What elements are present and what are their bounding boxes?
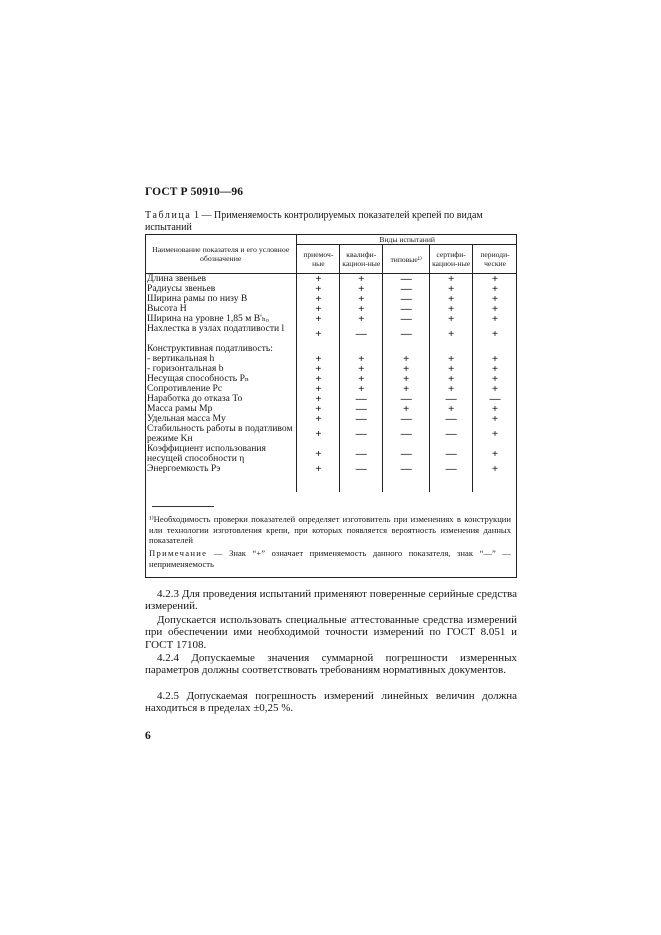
row-value: + [297,364,340,374]
row-value: + [383,374,430,384]
row-value: + [473,404,517,414]
row-value: + [473,414,517,424]
row-value: — [340,424,383,444]
table-body [145,274,517,493]
row-value: + [297,274,340,285]
row-label: Стабильность работы в податливом режиме Kн [147,423,293,444]
row-value: + [340,294,383,304]
row-value: — [430,394,473,404]
row-value: + [297,374,340,384]
row-label: Длина звеньев [147,273,207,284]
paragraph-allowance: Допускается использовать специальные аттестованные средства измерений при обеспечении ими необходимой точности измерений по ГОСТ 8.051 и ГОСТ 17108. [145,614,517,651]
paragraph-4-2-5: 4.2.5 Допускаемая погрешность измерений линейных величин должна находиться в пределах ±0,25 %. [145,690,517,715]
row-value: + [473,324,517,344]
row-value: + [297,384,340,394]
row-value: + [297,294,340,304]
row-value: + [473,374,517,384]
row-value: — [383,304,430,314]
column-group-header: Виды испытаний [297,235,517,245]
row-value: + [473,284,517,294]
row-value: + [340,384,383,394]
row-value: — [430,464,473,474]
row-value: + [473,314,517,324]
row-value: — [383,464,430,474]
row-value: + [430,374,473,384]
row-value: + [430,354,473,364]
row-value: + [383,364,430,374]
row-value: — [383,424,430,444]
column-header-name: Наименование показателя и его условное обозначение [145,235,297,274]
spacer-cell [297,474,340,492]
row-value: — [430,444,473,464]
table-row [145,294,517,304]
row-value: + [297,464,340,474]
row-value: + [383,404,430,414]
note-text: — Знак “+” означает применяемость данного показателя, знак “—” — неприменяемость [149,548,511,569]
row-value: + [430,284,473,294]
spacer-cell [473,474,517,492]
row-label: Несущая способность Pₙ [147,373,250,384]
row-value: + [430,304,473,314]
caption-text: 1 — Применяемость контролируемых показателей крепей по видам испытаний [145,210,483,233]
table-row [145,464,517,474]
table-spacer [145,474,517,492]
row-value: + [340,354,383,364]
row-value: — [383,274,430,285]
row-value: + [383,384,430,394]
row-value: + [340,314,383,324]
row-value: — [430,414,473,424]
row-value: + [297,424,340,444]
row-value: + [473,304,517,314]
row-value: + [297,414,340,424]
row-value: + [383,354,430,364]
row-value: + [473,444,517,464]
row-label: Ширина на уровне 1,85 м B'ₕₒ [147,313,269,324]
row-value: + [473,294,517,304]
row-label: Нахлестка в узлах податливости l [147,323,285,334]
row-value: + [430,364,473,374]
table-caption [145,210,525,234]
row-value: — [383,414,430,424]
row-value: + [430,294,473,304]
row-value: — [340,444,383,464]
row-label: - горизонтальная b [147,363,224,374]
paragraph-4-2-4: 4.2.4 Допускаемые значения суммарной погрешности измеренных параметров должны соответствовать требованиям нормативных документов. [145,652,517,677]
row-label: Сопротивление Pc [147,383,223,394]
row-value: + [297,444,340,464]
row-value: — [383,394,430,404]
row-value: — [340,404,383,414]
row-value: + [473,364,517,374]
row-value: + [430,404,473,414]
row-value: — [383,444,430,464]
row-value: + [340,274,383,285]
caption-label: Таблица [145,210,192,221]
table-row [145,324,517,344]
spacer-cell [145,474,297,492]
row-label: Масса рамы Mp [147,403,213,414]
table-note [149,548,511,569]
row-label: Наработка до отказа To [147,393,243,404]
row-value: + [340,304,383,314]
row-value: — [473,394,517,404]
row-value: + [473,424,517,444]
row-value: — [340,464,383,474]
row-value: — [383,294,430,304]
document-header: ГОСТ Р 50910—96 [145,186,244,198]
table-row [145,424,517,444]
column-header-certification: сертифи-кацион-ные [430,245,473,274]
row-label: Радиусы звеньев [147,283,216,294]
row-value: + [297,314,340,324]
row-label: Коэффициент использования несущей способности η [147,443,266,464]
row-value: + [297,394,340,404]
row-label: Высота H [147,303,187,314]
row-value: — [340,414,383,424]
spacer-cell [430,474,473,492]
row-value: — [430,424,473,444]
column-header-periodic: периоди-ческие [473,245,517,274]
table-footnote: ¹⁾Необходимость проверки показателей определяет изготовитель при изменениях в конструкции или технологии изготовления крепи, при которых появляется вероятность изменения данных показателей [149,514,511,545]
row-value: + [297,324,340,344]
row-value: + [297,354,340,364]
footnote-divider [152,506,214,507]
row-value: + [340,374,383,384]
applicability-table [145,234,517,492]
row-value: + [430,324,473,344]
row-value: + [430,314,473,324]
row-value: + [340,284,383,294]
row-value: — [383,324,430,344]
table-row [145,444,517,464]
row-value: + [473,464,517,474]
page-number: 6 [145,730,151,742]
row-label: Конструктивная податливость: [147,343,273,354]
row-value: — [383,284,430,294]
spacer-cell [383,474,430,492]
row-value: + [340,364,383,374]
row-value: + [297,284,340,294]
note-label: Примечание [149,548,208,558]
row-label: Удельная масса My [147,413,226,424]
row-value: + [473,354,517,364]
row-value: + [473,384,517,394]
column-header-acceptance: приемоч-ные [297,245,340,274]
spacer-cell [340,474,383,492]
row-value: + [430,384,473,394]
row-value: — [383,314,430,324]
column-header-qualification: квалифи-кацион-ные [340,245,383,274]
row-value: + [297,404,340,414]
row-value: + [297,304,340,314]
row-label: - вертикальная h [147,353,215,364]
row-value: + [473,274,517,285]
row-value: — [340,324,383,344]
row-label: Ширина рамы по низу B [147,293,248,304]
column-header-type: типовые¹⁾ [383,245,430,274]
paragraph-4-2-3: 4.2.3 Для проведения испытаний применяют поверенные серийные средства измерений. [145,588,517,613]
row-value: + [430,274,473,285]
row-value: — [340,394,383,404]
row-label: Энергоемкость Pэ [147,463,221,474]
